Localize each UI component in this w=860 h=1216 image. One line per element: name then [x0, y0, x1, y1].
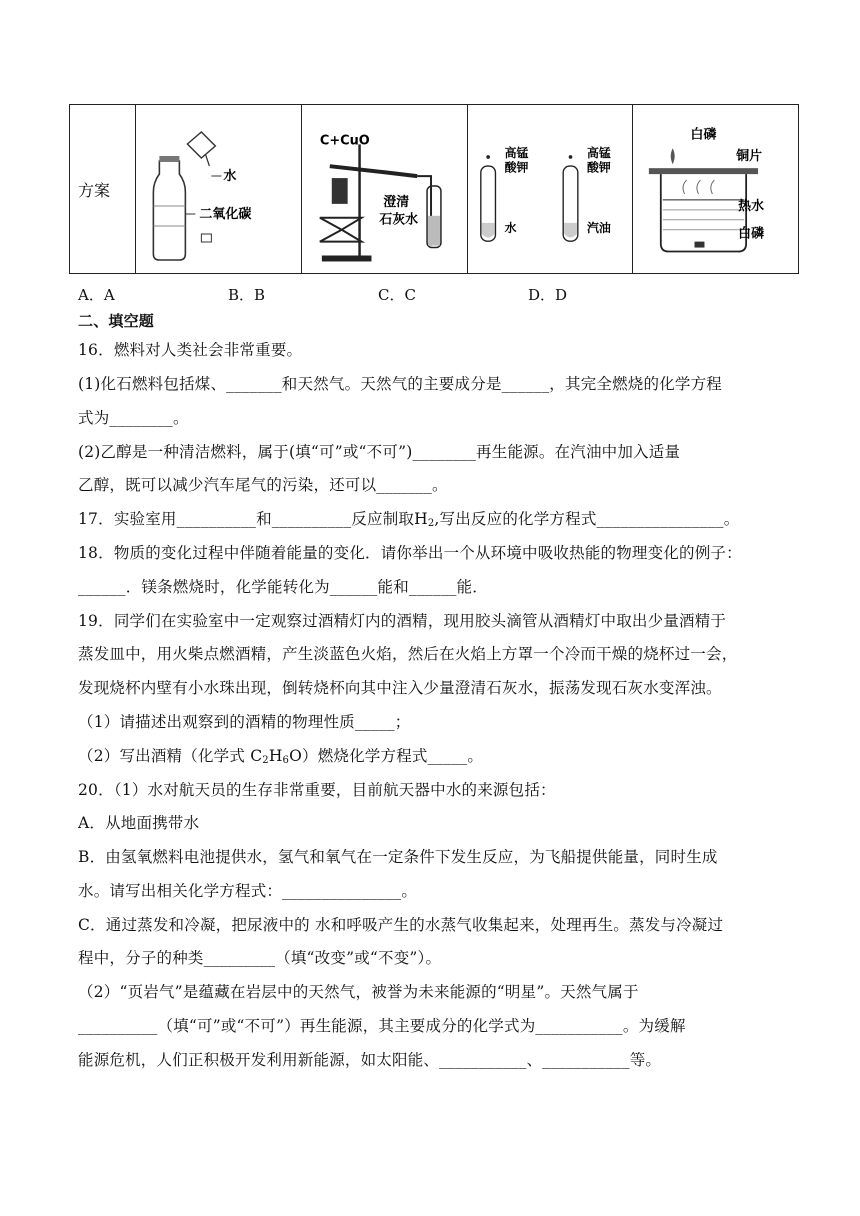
copper-sheet-label: 铜片	[736, 149, 763, 165]
q20-part2-line3: 能源危机，人们正积极开发利用新能源，如太阳能、___________、___________等。	[78, 1051, 662, 1069]
q19-line3: 发现烧杯内壁有小水珠出现，倒转烧杯向其中注入少量澄清石灰水，振荡发现石灰水变浑浊。	[78, 679, 722, 697]
option-b[interactable]: B．B	[228, 286, 266, 304]
q16-part1-line2: 式为________。	[78, 409, 189, 427]
c-cuo-reduction-diagram	[302, 106, 467, 272]
q17-text-post: ,写出反应的化学方程式________________。	[434, 510, 740, 528]
co2-label: 二氧化碳	[199, 207, 252, 222]
q19-part2-post: O）燃烧化学方程式_____。	[289, 747, 484, 765]
q17-text-pre: 17．实验室用__________和__________反应制取H	[78, 510, 428, 528]
row-label: 方案	[70, 105, 136, 274]
q18-line1: 18．物质的变化过程中伴随着能量的变化．请你举出一个从环境中吸收热能的物理变化的例子：	[78, 544, 742, 562]
option-c-image	[467, 105, 633, 274]
option-d[interactable]: D．D	[528, 286, 568, 304]
q19-sub-h: 6	[282, 755, 290, 766]
option-c[interactable]: C．C	[378, 286, 416, 304]
white-phosphorus-top-label: 白磷	[690, 127, 717, 143]
kmno4-dissolving-diagram	[468, 106, 633, 272]
q19-line2: 蒸发皿中，用火柴点燃酒精，产生淡蓝色火焰，然后在火焰上方罩一个冷而干燥的烧杯过一会，	[78, 645, 738, 663]
q19-part2-h: H	[268, 747, 283, 765]
kmno4-left-label-1: 高锰	[504, 145, 528, 160]
hot-water-label: 热水	[738, 198, 765, 214]
white-phosphorus-bottom-label: 白磷	[738, 226, 765, 242]
option-d-image	[633, 105, 799, 274]
option-a-image	[136, 105, 302, 274]
q20-item-b-line1: B．由氢氧燃料电池提供水，氢气和氧气在一定条件下发生反应，为飞船提供能量，同时生成	[78, 848, 718, 866]
q16-part2-line2: 乙醇，既可以减少汽车尾气的污染，还可以_______。	[78, 476, 448, 494]
option-a[interactable]: A．A	[78, 286, 115, 304]
q17-subscript: 2	[427, 518, 435, 529]
q20-part2-line1: （2）“页岩气”是蕴藏在岩层中的天然气，被誉为未来能源的“明星”。天然气属于	[78, 983, 639, 1001]
water-label: 水	[223, 169, 237, 184]
limewater-label-1: 澄清	[383, 194, 409, 210]
q19-sub-c: 2	[262, 755, 269, 766]
answer-options	[78, 284, 567, 305]
reactants-label: C+CuO	[319, 133, 370, 149]
combustion-conditions-diagram	[633, 106, 798, 272]
q17	[78, 509, 739, 529]
limewater-label-2: 石灰水	[379, 212, 418, 228]
q18-line2: ______．镁条燃烧时，化学能转化为______能和______能．	[78, 578, 489, 596]
q19-part2-pre: （2）写出酒精（化学式 C	[78, 747, 263, 765]
option-b-image	[301, 105, 467, 274]
q16-part1-line1: (1)化石燃料包括煤、_______和天然气。天然气的主要成分是______，其完全燃烧的化学方程	[78, 375, 723, 393]
section-title: 二、填空题	[78, 312, 155, 330]
q20-item-c-line2: 程中，分子的种类_________（填“改变”或“不变”）。	[78, 949, 442, 967]
q19-line1: 19．同学们在实验室中一定观察过酒精灯内的酒精，现用胶头滴管从酒精灯中取出少量酒精于	[78, 612, 727, 630]
gasoline-label: 汽油	[586, 221, 611, 236]
kmno4-right-label-2: 酸钾	[586, 160, 611, 175]
experiment-table	[69, 104, 799, 274]
q20-item-a: A．从地面携带水	[78, 814, 200, 832]
q16-stem: 16．燃料对人类社会非常重要。	[78, 341, 303, 359]
kmno4-left-label-2: 酸钾	[504, 160, 528, 175]
q19-part2	[78, 746, 483, 766]
water-label: 水	[504, 221, 516, 236]
q19-part1: （1）请描述出观察到的酒精的物理性质_____；	[78, 713, 411, 731]
q20-line1: 20．（1）水对航天员的生存非常重要，目前航天器中水的来源包括：	[78, 781, 556, 799]
q20-item-c-line1: C．通过蒸发和冷凝，把尿液中的 水和呼吸产生的水蒸气收集起来，处理再生。蒸发与冷凝过	[78, 916, 724, 934]
co2-bottle-diagram	[136, 106, 301, 272]
q16-part2-line1: (2)乙醇是一种清洁燃料，属于(填“可”或“不可”)________再生能源。在汽油中加入适量	[78, 443, 681, 461]
q20-part2-line2: __________（填“可”或“不可”）再生能源，其主要成分的化学式为___________。为缓解	[78, 1017, 686, 1035]
kmno4-right-label-1: 高锰	[586, 145, 611, 160]
q20-item-b-line2: 水。请写出相关化学方程式：_______________。	[78, 882, 418, 900]
